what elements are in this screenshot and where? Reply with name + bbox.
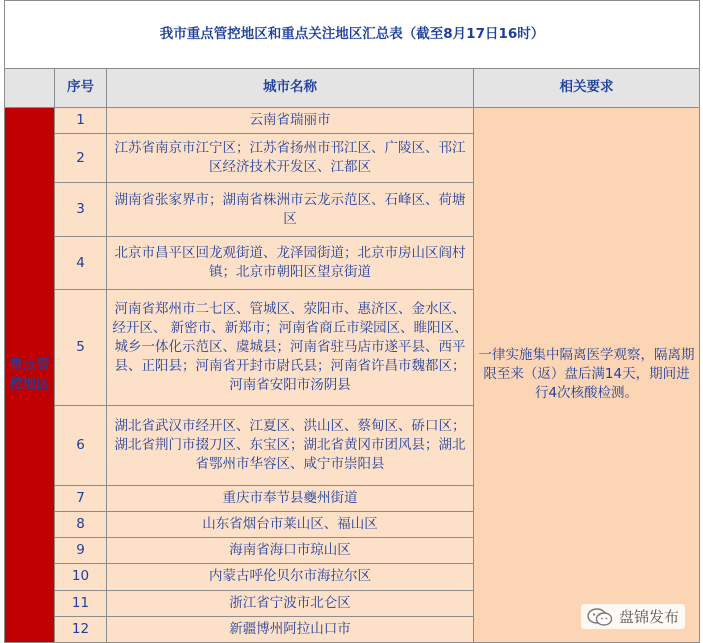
requirement-cell: 一律实施集中隔离医学观察，隔离期限至来（返）盘后满14天，期间进行4次核酸检测。 — [474, 107, 700, 642]
row-number: 7 — [55, 485, 107, 511]
city-cell: 湖南省张家界市；湖南省株洲市云龙示范区、石峰区、荷塘区 — [107, 183, 474, 236]
row-number: 10 — [55, 564, 107, 590]
city-cell: 湖北省武汉市经开区、江夏区、洪山区、蔡甸区、硚口区；湖北省荆门市掇刀区、东宝区；湖北省黄冈市团风县；湖北省鄂州市华容区、咸宁市崇阳县 — [107, 406, 474, 486]
city-cell: 浙江省宁波市北仑区 — [107, 590, 474, 616]
city-cell: 云南省瑞丽市 — [107, 107, 474, 133]
city-cell: 江苏省南京市江宁区；江苏省扬州市邗江区、广陵区、邗江区经济技术开发区、江都区 — [107, 134, 474, 183]
row-number: 1 — [55, 107, 107, 133]
row-number: 8 — [55, 511, 107, 537]
row-number: 3 — [55, 183, 107, 236]
table-row — [5, 107, 700, 133]
header-number: 序号 — [55, 68, 107, 107]
category-cell: 重点管控地区 — [5, 107, 55, 642]
row-number: 5 — [55, 290, 107, 406]
wechat-icon — [587, 608, 613, 626]
city-cell: 内蒙古呼伦贝尔市海拉尔区 — [107, 564, 474, 590]
watermark — [581, 604, 685, 629]
header-city: 城市名称 — [107, 68, 474, 107]
city-cell: 山东省烟台市莱山区、福山区 — [107, 511, 474, 537]
summary-table — [4, 0, 700, 643]
city-cell: 海南省海口市琼山区 — [107, 538, 474, 564]
table-title: 我市重点管控地区和重点关注地区汇总表（截至8月17日16时） — [5, 1, 700, 69]
row-number: 11 — [55, 590, 107, 616]
row-number: 4 — [55, 236, 107, 289]
row-number: 12 — [55, 616, 107, 642]
city-cell: 北京市昌平区回龙观街道、龙泽园街道；北京市房山区阎村镇；北京市朝阳区望京街道 — [107, 236, 474, 289]
row-number: 2 — [55, 134, 107, 183]
row-number: 6 — [55, 406, 107, 486]
header-requirement: 相关要求 — [474, 68, 700, 107]
row-number: 9 — [55, 538, 107, 564]
city-cell: 新疆博州阿拉山口市 — [107, 616, 474, 642]
city-cell: 重庆市奉节县夔州街道 — [107, 485, 474, 511]
city-cell: 河南省郑州市二七区、管城区、荥阳市、惠济区、金水区、经开区、 新密市、新郑市；河南省商丘市梁园区、睢阳区、城乡一体化示范区、虞城县；河南省驻马店市遂平县、西平县、正阳县；河南省开封市尉氏县；河南省许昌市魏都区；河南省安阳市汤阴县 — [107, 290, 474, 406]
header-row — [5, 68, 700, 107]
header-category — [5, 68, 55, 107]
watermark-text: 盘锦发布 — [618, 608, 679, 626]
title-row — [5, 1, 700, 69]
